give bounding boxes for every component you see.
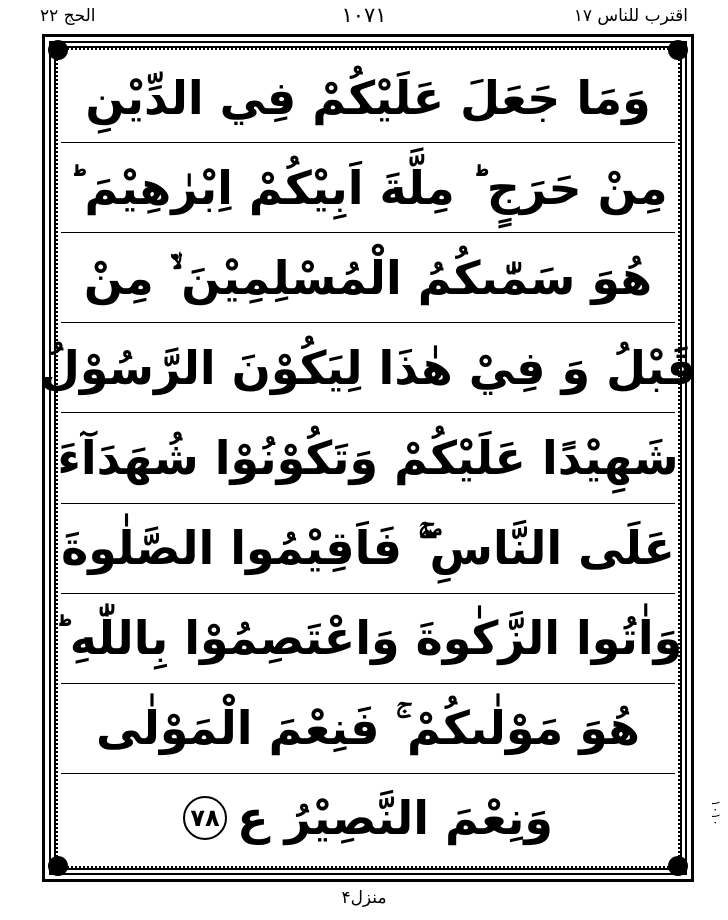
verse-line-text: هُوَ سَمّٰىكُمُ الْمُسْلِمِيْنَ ۙ۬ مِنْ: [83, 250, 653, 305]
verse-line: [61, 684, 675, 774]
verse-line: [57, 413, 679, 503]
verse-line-text: قَبْلُ وَ فِيْ هٰذَا لِيَكُوْنَ الرَّسُوْلُ: [39, 340, 697, 395]
margin-note: ١٠١٠: [709, 800, 723, 826]
verse-line: [61, 233, 675, 323]
verse-line-text: وَاٰتُوا الزَّكٰوةَ وَاعْتَصِمُوْا بِاللّٰهِ ؕ: [53, 611, 683, 666]
verse-line-text: شَهِيْدًا عَلَيْكُمْ وَتَكُوْنُوْا شُهَدَآءَ: [57, 430, 679, 485]
verse-line: [39, 323, 697, 413]
verse-line: [61, 53, 675, 143]
verse-lines: [39, 53, 697, 863]
verse-line-text: مِنْ حَرَجٍ ؕ مِلَّةَ اَبِيْكُمْ اِبْرٰهِيْمَ ؕ: [68, 160, 668, 215]
verse-line: [53, 594, 683, 684]
verse-line: [61, 504, 675, 594]
verse-line: [61, 143, 675, 233]
verse-line-text: وَنِعْمَ النَّصِيْرُ ع: [237, 791, 553, 846]
verse-line-text: وَمَا جَعَلَ عَلَيْكُمْ فِي الدِّيْنِ: [85, 70, 651, 125]
verse-line: [61, 774, 675, 863]
ayah-number-marker: ۷۸: [183, 796, 227, 840]
manzil-label: منزل۴: [341, 888, 387, 908]
juz-name: اقترب للناس ۱۷: [573, 6, 688, 26]
page-number: ۱۰۷۱: [341, 3, 387, 27]
page-frame: [39, 34, 697, 882]
surah-name: الحج ۲۲: [40, 6, 96, 26]
verse-line-text: هُوَ مَوْلٰىكُمْ ۚ فَنِعْمَ الْمَوْلٰى: [96, 701, 640, 756]
verse-line-text: عَلَى النَّاسِ ۚۖ فَاَقِيْمُوا الصَّلٰوةَ: [61, 521, 675, 576]
page-header: [0, 0, 728, 34]
